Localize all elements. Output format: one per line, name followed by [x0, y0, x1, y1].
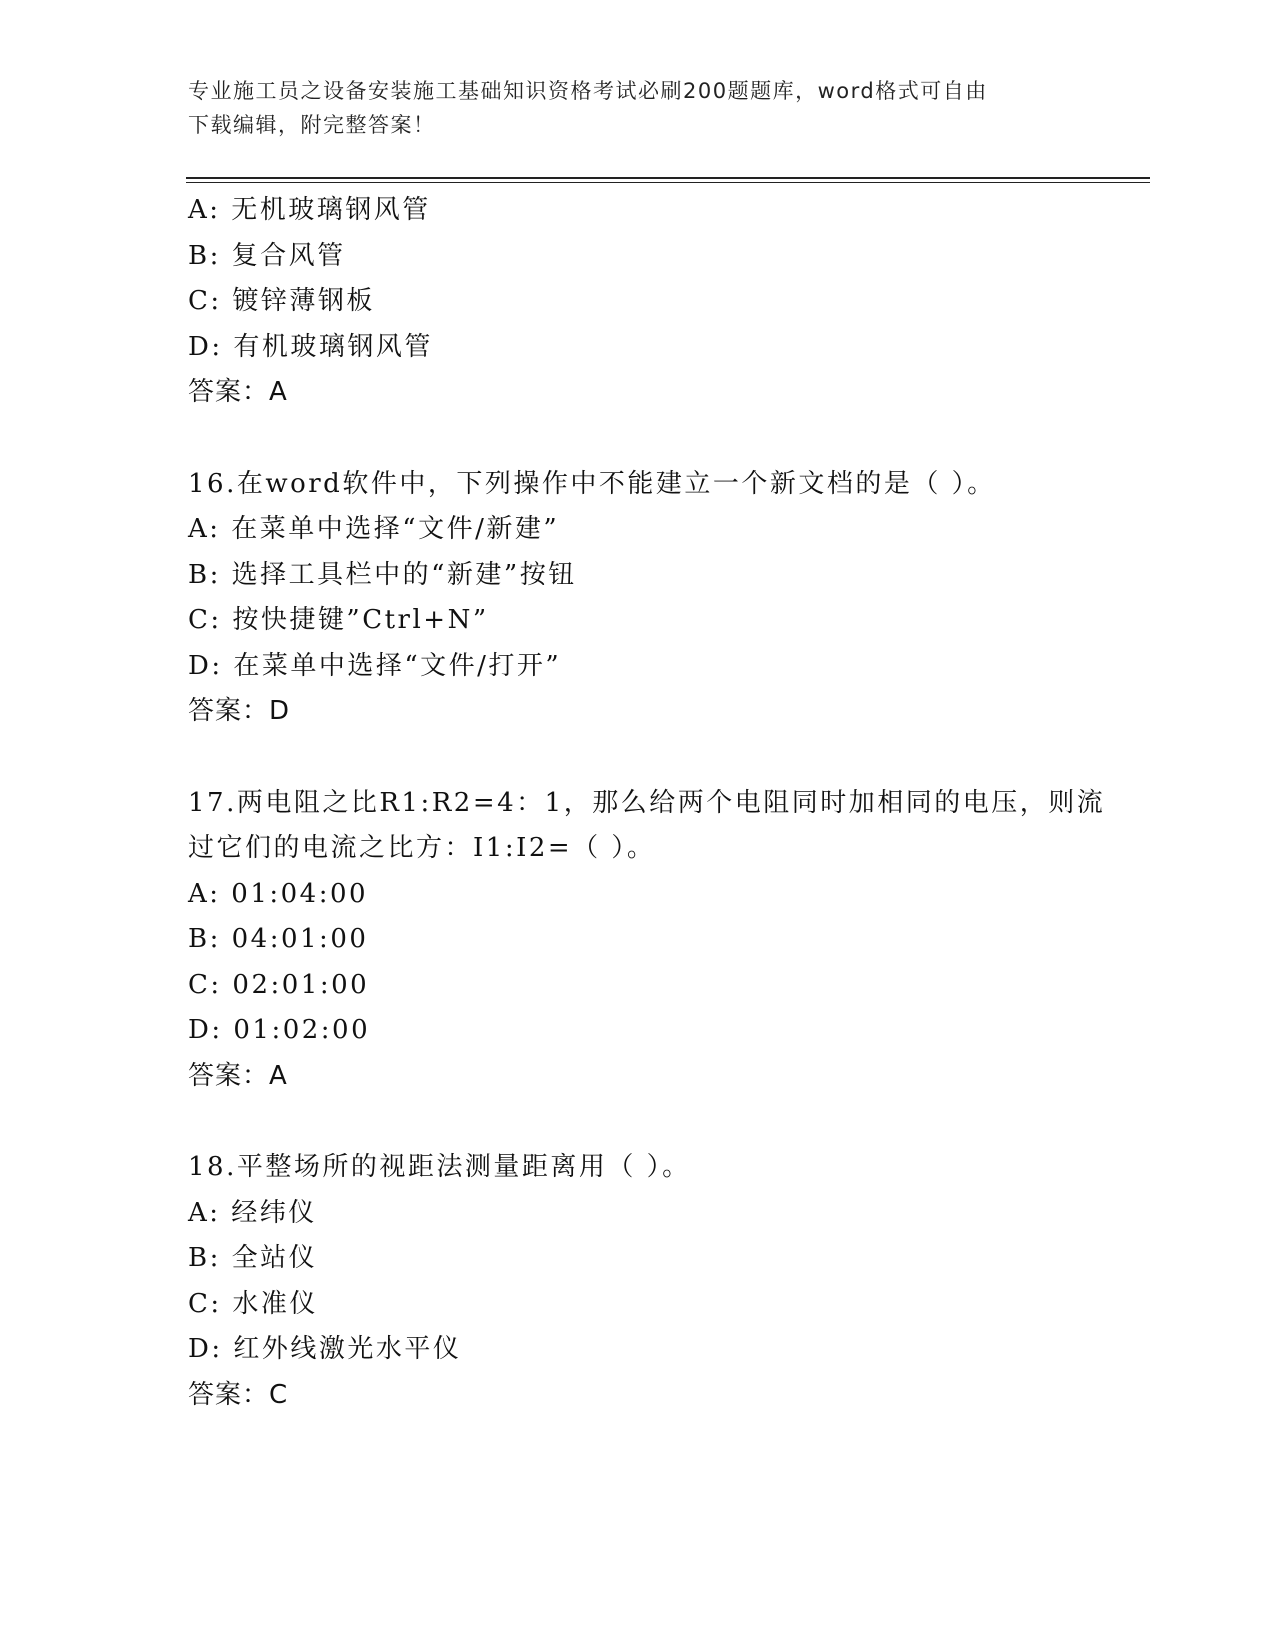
spacer [188, 735, 1088, 781]
answer-line: 答案：C [188, 1379, 289, 1410]
option-b: B: 全站仪 [188, 1243, 318, 1273]
question-17-block [188, 781, 1106, 1100]
option-d: D: 红外线激光水平仪 [188, 1334, 462, 1364]
option-d: D: 有机玻璃钢风管 [188, 331, 433, 362]
option-c: C: 水准仪 [188, 1288, 318, 1319]
option-a: A: 无机玻璃钢风管 [188, 195, 431, 225]
option-c: C: 按快捷键”Ctrl+N” [188, 605, 489, 635]
question-18-block [188, 1145, 1088, 1418]
option-a: A: 经纬仪 [188, 1197, 317, 1228]
answer-line: 答案：D [188, 696, 291, 726]
question-16-block [188, 462, 1088, 735]
question-text: 16.在word软件中，下列操作中不能建立一个新文档的是（ ）。 [188, 468, 996, 499]
option-b: B: 选择工具栏中的“新建”按钮 [188, 559, 577, 590]
option-d: D: 01:02:00 [188, 1015, 371, 1045]
option-d: D: 在菜单中选择“文件/打开” [188, 650, 562, 681]
question-text: 18.平整场所的视距法测量距离用（ ）。 [188, 1152, 691, 1182]
document-header [188, 74, 1068, 142]
question-text-line-1: 17.两电阻之比R1:R2=4：1，那么给两个电阻同时加相同的电压，则流 [188, 787, 1106, 818]
header-line-2: 下载编辑，附完整答案！ [188, 113, 436, 137]
question-list [188, 188, 1106, 1418]
answer-line: 答案：A [188, 1060, 288, 1091]
question-15-block [188, 188, 1088, 416]
header-divider-thick [186, 177, 1150, 179]
answer-line: 答案：A [188, 377, 288, 407]
option-a: A: 在菜单中选择“文件/新建” [188, 514, 560, 544]
header-divider-thin [186, 182, 1150, 183]
option-b: B: 04:01:00 [188, 924, 369, 954]
option-c: C: 02:01:00 [188, 969, 370, 1000]
option-c: C: 镀锌薄钢板 [188, 286, 375, 316]
question-text-line-2: 过它们的电流之比方：I1:I2=（ ）。 [188, 833, 656, 863]
spacer [188, 1099, 1088, 1145]
header-line-1: 专业施工员之设备安装施工基础知识资格考试必刷200题题库，word格式可自由 [188, 79, 988, 103]
option-b: B: 复合风管 [188, 240, 346, 271]
spacer [188, 416, 1088, 462]
option-a: A: 01:04:00 [188, 878, 369, 909]
